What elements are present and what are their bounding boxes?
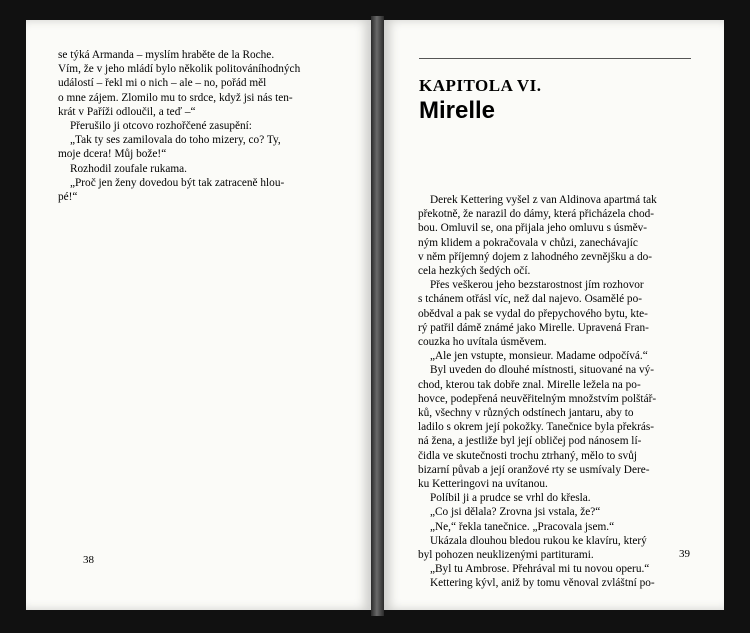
text-line: Políbil ji a prudce se vrhl do křesla. [430, 492, 591, 505]
text-line: Vím, že v jeho mládí bylo několik politováníhodných [58, 63, 301, 76]
book-gutter [371, 16, 384, 616]
text-line: krát v Paříži odloučil, a teď –“ [58, 105, 196, 118]
left-page-text [58, 48, 348, 204]
text-line: byl pohozen neuklizenými partiturami. [418, 549, 594, 562]
text-line: hovce, podepřená neuvěřitelným množstvím polštář- [418, 392, 657, 405]
text-line: „Byl tu Ambrose. Přehrával mi tu novou operu.“ [430, 563, 650, 576]
text-line: rý patřil dámě známé jako Mirelle. Upravená Fran- [418, 321, 649, 334]
text-line: „Co jsi dělala? Zrovna jsi vstala, že?“ [430, 506, 601, 519]
page-number-right: 39 [679, 548, 690, 560]
text-line: se týká Armanda – myslím hraběte de la Roche. [58, 49, 275, 61]
text-line: moje dcera! Můj bože!“ [58, 148, 167, 161]
text-line: couzka ho uvítala úsměvem. [418, 336, 547, 349]
text-line: chod, kterou tak dobře znal. Mirelle ležela na po- [418, 378, 641, 391]
text-line: Přerušilo ji otcovo rozhořčené zasupění: [70, 120, 252, 133]
text-line: čidla ve skutečnosti trochu ztrhaný, mělo to svůj [418, 449, 637, 462]
text-line: Kettering kývl, aniž by tomu věnoval zvláštní po- [430, 577, 655, 590]
text-line: cela hezkých šedých očí. [418, 265, 531, 278]
right-page-text [418, 193, 694, 591]
text-line: Přes veškerou jeho bezstarostnost jím rozhovor [430, 279, 644, 292]
text-line: „Proč jen ženy dovedou být tak zatraceně hlou- [70, 176, 285, 189]
text-line: v něm příjemný dojem z lahodného zevnějšku a do- [418, 250, 653, 263]
text-line: pé!“ [58, 191, 78, 204]
text-line: Byl uveden do dlouhé místnosti, situované na vý- [430, 364, 655, 377]
text-line: bizarní půvab a její oranžové rty se usmívaly Dere- [418, 463, 650, 476]
text-line: „Tak ty ses zamilovala do toho mizery, co? Ty, [70, 134, 281, 147]
chapter-rule [419, 58, 691, 59]
text-line: s tchánem otřásl víc, než dal najevo. Osamělé po- [418, 293, 642, 306]
text-line: o mne zájem. Zlomilo mu to srdce, když jsi nás ten- [58, 91, 293, 104]
text-line: událostí – řekl mi o nich – ale – no, pořád měl [58, 77, 267, 90]
chapter-label: KAPITOLA VI. [419, 76, 542, 95]
chapter-title: Mirelle [419, 97, 496, 124]
text-line: Ukázala dlouhou bledou rukou ke klavíru, který [430, 534, 647, 547]
text-line: „Ale jen vstupte, monsieur. Madame odpočívá.“ [430, 350, 648, 363]
text-line: překotně, že narazil do dámy, která přicházela chod- [418, 208, 655, 221]
text-line: ladilo s okrem její pokožky. Tanečnice byla překrás- [418, 421, 655, 434]
text-line: Derek Kettering vyšel z van Aldinova apartmá tak [430, 194, 657, 206]
text-line: ku Ketteringovi na uvítanou. [418, 478, 548, 491]
text-line: ná žena, a jestliže byl její obličej pod nánosem lí- [418, 435, 642, 448]
text-line: ným klidem a pokračovala v chůzi, zanechávajíc [418, 236, 638, 249]
page-number-left: 38 [83, 554, 94, 566]
text-line: Rozhodil zoufale rukama. [70, 162, 188, 175]
text-line: obědval a pak se vydal do přepychového bytu, kte- [418, 307, 648, 320]
text-line: ků, všechny v různých odstínech jantaru, aby to [418, 407, 634, 420]
text-line: bou. Omluvil se, ona přijala jeho omluvu s úsměv- [418, 222, 648, 235]
text-line: „Ne,“ řekla tanečnice. „Pracovala jsem.“ [430, 520, 615, 533]
